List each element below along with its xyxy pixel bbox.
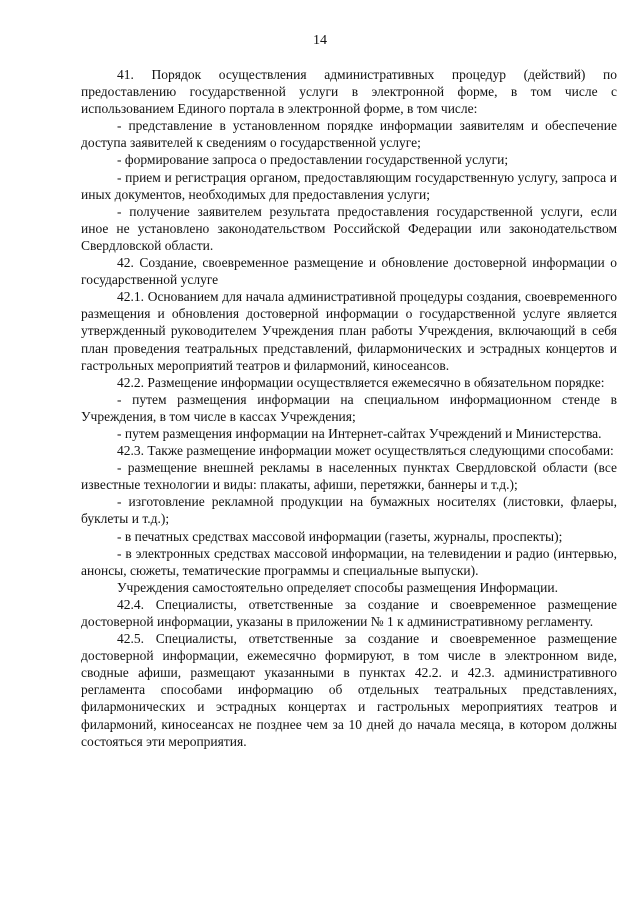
list-item-info-stand: - путем размещения информации на специальном информационном стенде в Учреждения, в том числе в кассах Учреждения; xyxy=(81,391,617,424)
paragraph-42-5: 42.5. Специалисты, ответственные за создание и своевременное размещение достоверной информации, ежемесячно формируют, в том числе в электронном виде, сводные афиши, размещают указанными в пунктах 42.2. и 42.3. административного регламента способами информацию об отдельных театральных представлениях, филармонических и эстрадных концертах и гастрольных мероприятиях театров и филармоний, киносеансах не позднее чем за 10 дней до начала месяца, в котором должны состояться эти мероприятия. xyxy=(81,631,617,749)
paragraph-42: 42. Создание, своевременное размещение и обновление достоверной информации о государственной услуге xyxy=(81,255,617,288)
paragraph-institutions-note: Учреждения самостоятельно определяет способы размещения Информации. xyxy=(117,579,558,595)
paragraph-42-2: 42.2. Размещение информации осуществляется ежемесячно в обязательном порядке: xyxy=(117,374,605,390)
list-item-printed-materials: - изготовление рекламной продукции на бумажных носителях (листовки, флаеры, буклеты и т.д.); xyxy=(81,494,617,527)
paragraph-42-3: 42.3. Также размещение информации может осуществляться следующими способами: xyxy=(117,443,614,459)
list-item-outdoor-advertising: - размещение внешней рекламы в населенных пунктах Свердловской области (все известные технологии и виды: плакаты, афиши, перетяжки, баннеры и т.д.); xyxy=(81,460,617,493)
list-item-print-media: - в печатных средствах массовой информации (газеты, журналы, проспекты); xyxy=(117,528,563,544)
list-item-request-formation: - формирование запроса о предоставлении государственной услуги; xyxy=(117,152,509,168)
list-item-information-provision: - представление в установленном порядке информации заявителям и обеспечение доступа заявителей к сведениям о государственной услуге; xyxy=(81,118,617,151)
page-number: 14 xyxy=(313,33,327,48)
paragraph-41: 41. Порядок осуществления административных процедур (действий) по предоставлению государственной услуги в электронной форме, в том числе с использованием Единого портала в электронной форме, в том числе: xyxy=(81,67,617,117)
paragraph-42-1: 42.1. Основанием для начала административной процедуры создания, своевременного размещения и обновления достоверной информации о государственной услуге является утвержденный руководителем Учреждения план работы Учреждения, включающий в себя план проведения театральных представлений, филармонических и эстрадных концертов и гастрольных мероприятий театров и филармоний, киносеансов. xyxy=(81,289,617,373)
list-item-request-registration: - прием и регистрация органом, предоставляющим государственную услугу, запроса и иных документов, необходимых для предоставления услуги; xyxy=(81,169,617,202)
list-item-electronic-media: - в электронных средствах массовой информации, на телевидении и радио (интервью, анонсы, сюжеты, тематические программы и специальные выпуски). xyxy=(81,545,617,578)
document-body xyxy=(81,66,617,750)
paragraph-42-4: 42.4. Специалисты, ответственные за создание и своевременное размещение достоверной информации, указаны в приложении № 1 к административному регламенту. xyxy=(81,596,617,629)
list-item-websites: - путем размещения информации на Интернет-сайтах Учреждений и Министерства. xyxy=(117,425,602,441)
list-item-result-receipt: - получение заявителем результата предоставления государственной услуги, если иное не установлено законодательством Российской Федерации или законодательством Свердловской области. xyxy=(81,203,617,253)
